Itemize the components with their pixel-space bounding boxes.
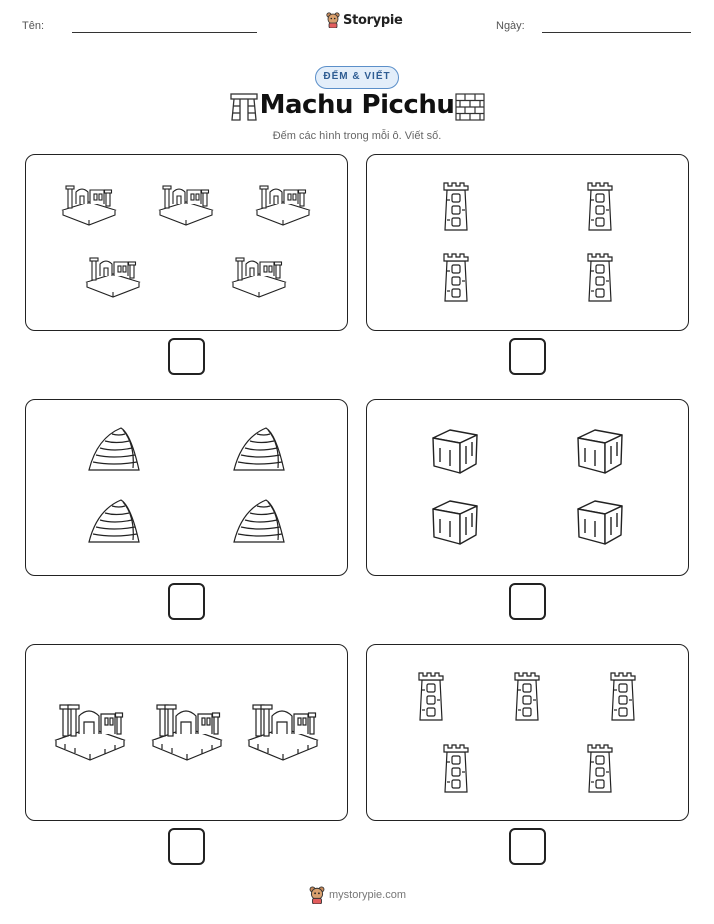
terraced-mountain-icon <box>232 496 286 546</box>
page-title: Machu Picchu <box>259 90 455 120</box>
ruins-terrace-icon <box>254 180 312 228</box>
stone-tower-icon <box>439 742 473 794</box>
brand-name: Storypie <box>343 12 403 28</box>
stone-tower-icon <box>414 670 448 722</box>
stone-wall-icon <box>455 93 485 121</box>
stone-block-icon <box>575 497 625 547</box>
stone-tower-icon <box>583 742 617 794</box>
brand-logo <box>326 12 403 28</box>
answer-box-6[interactable] <box>509 828 546 865</box>
instructions: Đếm các hình trong mỗi ô. Viết số. <box>272 130 442 142</box>
stone-block-icon <box>430 497 480 547</box>
date-label: Ngày: <box>496 20 525 32</box>
answer-box-1[interactable] <box>168 338 205 375</box>
temple-ruins-icon <box>150 700 224 762</box>
temple-ruins-icon <box>246 700 320 762</box>
terraced-mountain-icon <box>87 424 141 474</box>
stone-block-icon <box>575 426 625 476</box>
answer-box-5[interactable] <box>168 828 205 865</box>
ruins-terrace-icon <box>230 252 288 300</box>
stone-tower-icon <box>583 251 617 303</box>
bear-mascot-icon <box>309 886 325 904</box>
stone-tower-icon <box>439 251 473 303</box>
stone-block-icon <box>430 426 480 476</box>
stone-tower-icon <box>606 670 640 722</box>
answer-box-4[interactable] <box>509 583 546 620</box>
count-panel-4 <box>366 399 689 576</box>
stone-tower-icon <box>439 180 473 232</box>
footer <box>309 886 406 904</box>
stone-tower-icon <box>510 670 544 722</box>
date-field[interactable] <box>542 32 691 33</box>
terraced-mountain-icon <box>87 496 141 546</box>
ruins-terrace-icon <box>60 180 118 228</box>
terraced-mountain-icon <box>232 424 286 474</box>
ruins-terrace-icon <box>157 180 215 228</box>
temple-ruins-icon <box>53 700 127 762</box>
name-label: Tên: <box>22 20 45 32</box>
name-field[interactable] <box>72 32 257 33</box>
answer-box-3[interactable] <box>168 583 205 620</box>
footer-url[interactable]: mystorypie.com <box>329 889 407 901</box>
activity-badge: ĐẾM & VIẾT <box>315 66 399 89</box>
ruins-terrace-icon <box>84 252 142 300</box>
count-panel-3 <box>25 399 348 576</box>
stone-tower-icon <box>583 180 617 232</box>
bear-mascot-icon <box>326 12 340 28</box>
answer-box-2[interactable] <box>509 338 546 375</box>
count-panel-2 <box>366 154 689 331</box>
